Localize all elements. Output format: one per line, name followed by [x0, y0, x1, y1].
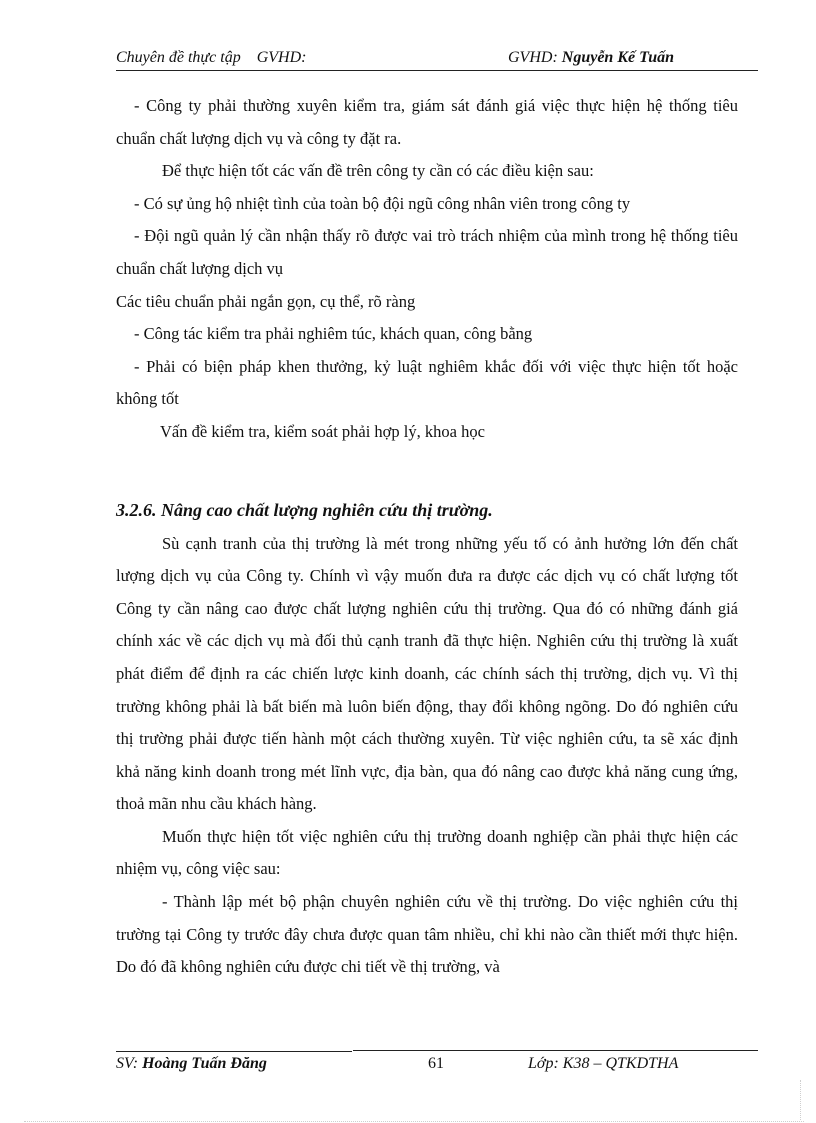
footer-class: Lớp: K38 – QTKDTHA	[528, 1055, 679, 1072]
paragraph: Để thực hiện tốt các vấn đề trên công ty cần có các điều kiện sau:	[162, 161, 594, 181]
page-body	[116, 90, 738, 984]
paragraph: - Có sự ủng hộ nhiệt tình của toàn bộ đội ngũ công nhân viên trong công ty	[134, 193, 631, 213]
paragraph: - Phải có biện pháp khen thưởng, kỷ luật nghiêm khắc đối với việc thực hiện tốt hoặc không tốt	[116, 356, 738, 409]
paragraph: - Công ty phải thường xuyên kiểm tra, giám sát đánh giá việc thực hiện hệ thống tiêu chuẩn chất lượng dịch vụ và công ty đặt ra.	[116, 96, 738, 148]
paragraph: Muốn thực hiện tốt việc nghiên cứu thị trường doanh nghiệp cần phải thực hiện các nhiệm vụ, công việc sau:	[116, 826, 738, 879]
paragraph: Sù cạnh tranh của thị trường là mét trong những yếu tố có ảnh hưởng lớn đến chất lượng dịch vụ của Công ty. Chính vì vậy muốn đưa ra được các dịch vụ có chất lượng tốt Công ty cần nâng cao được chất lượng nghiên cứu thị trường. Qua đó có những đánh giá chính xác về các dịch vụ mà đối thủ cạnh tranh đã thực hiện. Nghiên cứu thị trường là xuất phát điểm để định ra các chiến lược kinh doanh, các chính sách thị trường, dịch vụ. Vì thị trường không phải là bất biến mà luôn biến động, thay đổi không ngõng. Do đó nghiên cứu thị trường phải được tiến hành một cách thường xuyên. Từ việc nghiên cứu, ta sẽ xác định khả năng kinh doanh trong mét lĩnh vực, địa bàn, qua đó nâng cao được khả năng cung ứng, thoả mãn nhu cầu khách hàng.	[116, 533, 738, 814]
page-header	[116, 48, 758, 71]
page-edge-dots	[800, 1080, 801, 1120]
paragraph: - Thành lập mét bộ phận chuyên nghiên cứu về thị trường. Do việc nghiên cứu thị trường tại Công ty trước đây chưa được quan tâm nhiều, chỉ khi nào cần thiết mới thực hiện. Do đó đã không nghiên cứu được chi tiết về thị trường, và	[116, 892, 738, 977]
page-footer	[116, 1055, 758, 1077]
footer-rule	[116, 1051, 352, 1052]
header-left	[116, 49, 306, 67]
section-heading: 3.2.6. Nâng cao chất lượng nghiên cứu thị trường.	[116, 499, 493, 520]
footer-student-name: Hoàng Tuấn Đăng	[142, 1055, 267, 1072]
paragraph: Các tiêu chuẩn phải ngắn gọn, cụ thể, rõ ràng	[116, 291, 416, 311]
header-gvhd-label: GVHD:	[508, 49, 558, 66]
header-right	[508, 49, 674, 67]
paragraph: - Công tác kiểm tra phải nghiêm túc, khách quan, công bằng	[134, 324, 533, 344]
footer-student	[116, 1055, 267, 1073]
footer-sv-label: SV:	[116, 1055, 139, 1072]
header-gvhd: GVHD:	[256, 49, 307, 66]
spacer	[116, 449, 738, 494]
header-title: Chuyên đề thực tập	[116, 49, 241, 66]
paragraph: Vấn đề kiểm tra, kiểm soát phải hợp lý, khoa học	[160, 421, 485, 441]
header-supervisor-name: Nguyễn Kế Tuấn	[561, 49, 675, 66]
paragraph: - Đội ngũ quản lý cần nhận thấy rõ được vai trò trách nhiệm của mình trong hệ thống tiêu chuẩn chất lượng dịch vụ	[116, 226, 738, 278]
page-number: 61	[428, 1055, 444, 1072]
page-edge-dots	[24, 1121, 804, 1122]
footer-rule	[353, 1050, 758, 1051]
